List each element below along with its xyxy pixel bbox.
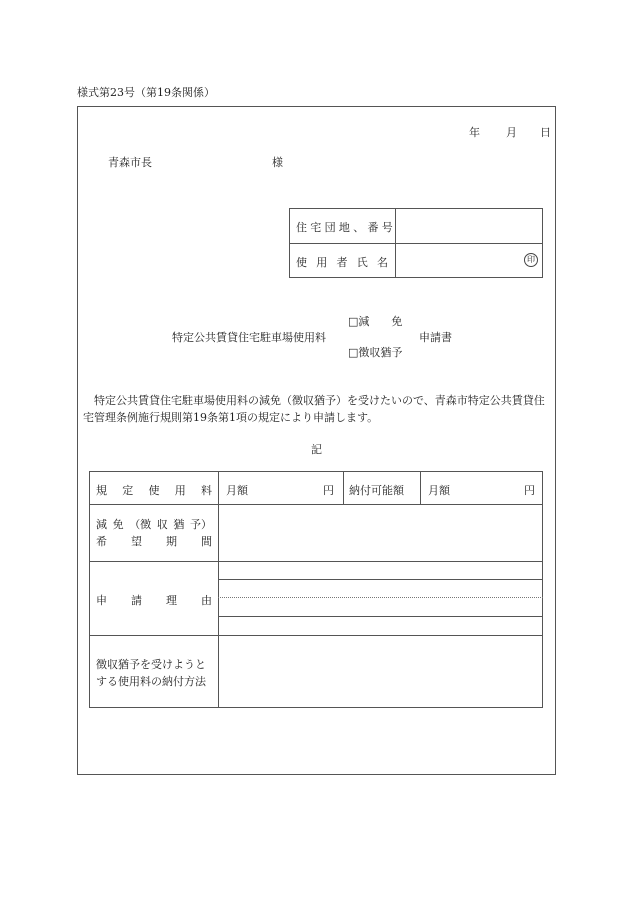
address-field[interactable] <box>397 209 541 242</box>
row4-label-line1: 徴収猶予を受けようと <box>96 658 206 671</box>
payable-amount-field[interactable] <box>452 474 520 502</box>
addressee-name: 青森市長 <box>108 156 152 169</box>
date-year: 年 <box>469 126 480 139</box>
title-option-exemption[interactable]: □減 免 <box>348 315 403 328</box>
seal-mark: 印 <box>524 253 538 267</box>
addressee-honorific: 様 <box>272 156 283 169</box>
prescribed-fee-field[interactable] <box>252 474 320 502</box>
row1-label: 規 定 使 用 料 <box>96 484 212 497</box>
row2-label-line2: 希 望 期 間 <box>96 535 212 548</box>
date-month: 月 <box>506 126 517 139</box>
address-label: 住宅団地、番号 <box>296 221 397 234</box>
monthly-amount-label: 月額 <box>226 484 248 497</box>
form-number: 様式第23号（第19条関係） <box>77 86 215 99</box>
monthly-amount-label-2: 月額 <box>428 484 450 497</box>
date-day: 日 <box>540 126 551 139</box>
applicant-name-field[interactable] <box>397 244 541 277</box>
payable-label: 納付可能額 <box>349 484 404 497</box>
yen-label: 円 <box>323 484 334 497</box>
ki-label: 記 <box>311 443 322 456</box>
row2-label-line1: 減 免 （徴 収 猶 予） <box>96 518 212 531</box>
applicant-name-label: 使 用 者 氏 名 <box>296 256 388 269</box>
desired-period-field[interactable] <box>220 506 541 559</box>
body-text: 特定公共賃貸住宅駐車場使用料の減免（徴収猶予）を受けたいので、青森市特定公共賃貸住宅管理条例施行規則第19条第1項の規定により申請します。 <box>83 394 545 424</box>
reason-field[interactable] <box>220 563 541 633</box>
payment-method-field[interactable] <box>220 637 541 706</box>
row3-label: 申 請 理 由 <box>96 594 212 607</box>
title-option-deferral[interactable]: □徴収猶予 <box>348 346 403 359</box>
title-prefix: 特定公共賃貸住宅駐車場使用料 <box>172 331 326 344</box>
yen-label-2: 円 <box>524 484 535 497</box>
row4-label-line2: する使用料の納付方法 <box>96 675 206 688</box>
title-suffix: 申請書 <box>419 331 452 344</box>
